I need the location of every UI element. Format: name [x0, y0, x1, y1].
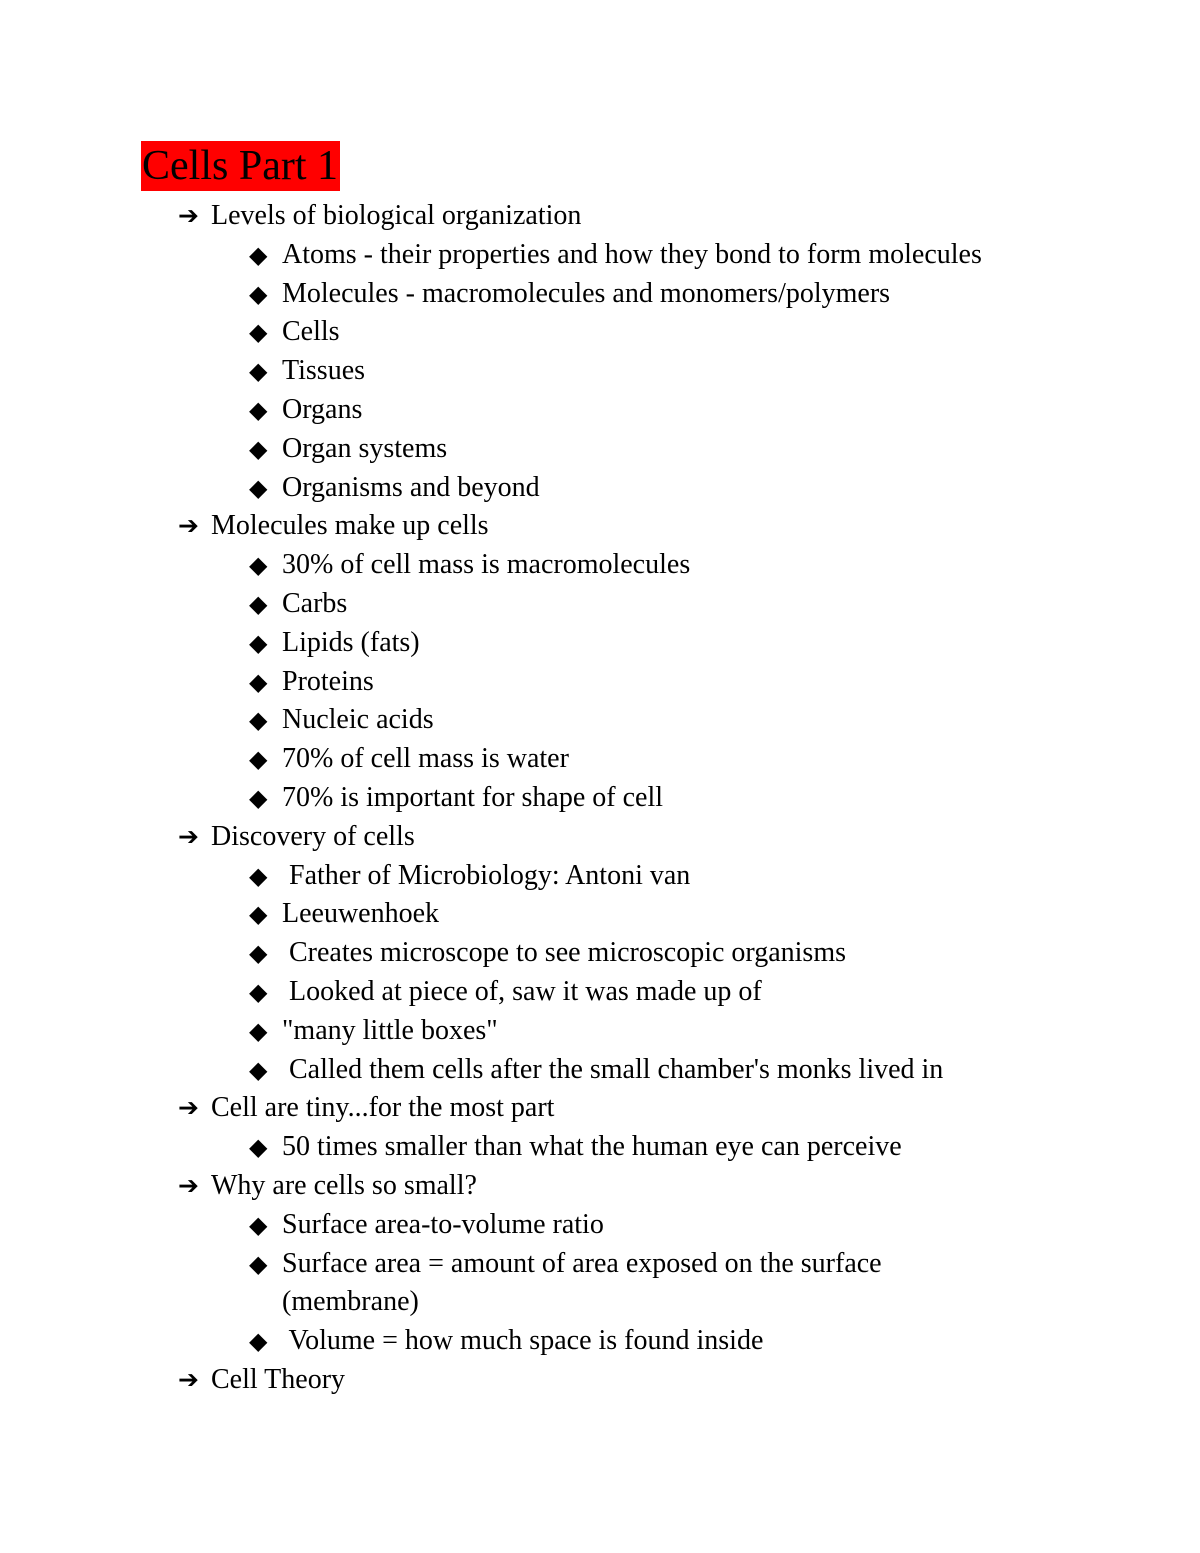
diamond-bullet-icon: ◆ — [249, 1211, 268, 1239]
outline-subitem — [249, 1014, 498, 1048]
outline-item — [178, 1363, 345, 1397]
outline-subitem — [249, 432, 447, 466]
diamond-bullet-icon: ◆ — [249, 318, 268, 346]
outline-subitem — [249, 1053, 943, 1087]
outline-item-text: Called them cells after the small chamber's monks lived in — [282, 1054, 944, 1085]
outline-item-text: "many little boxes" — [282, 1015, 498, 1046]
outline-item-text: Cell are tiny...for the most part — [211, 1092, 555, 1123]
outline-item — [178, 820, 415, 854]
outline-item-text: Surface area = amount of area exposed on the surface — [282, 1248, 882, 1279]
outline-item-text: Nucleic acids — [282, 704, 434, 735]
arrow-bullet-icon: ➔ — [178, 1171, 199, 1200]
outline-item-text: Proteins — [282, 666, 374, 697]
outline-item-text: Creates microscope to see microscopic organisms — [282, 937, 846, 968]
outline-item-text: Discovery of cells — [211, 821, 415, 852]
outline-subitem — [249, 1208, 604, 1242]
diamond-bullet-icon: ◆ — [249, 629, 268, 657]
diamond-bullet-icon: ◆ — [249, 1250, 268, 1278]
diamond-bullet-icon: ◆ — [249, 745, 268, 773]
diamond-bullet-icon: ◆ — [249, 939, 268, 967]
outline-subitem — [249, 936, 846, 970]
diamond-bullet-icon: ◆ — [249, 668, 268, 696]
diamond-bullet-icon: ◆ — [249, 784, 268, 812]
diamond-bullet-icon: ◆ — [249, 280, 268, 308]
outline-subitem — [249, 354, 365, 388]
diamond-bullet-icon: ◆ — [249, 978, 268, 1006]
diamond-bullet-icon: ◆ — [249, 551, 268, 579]
outline-item-text: Lipids (fats) — [282, 627, 420, 658]
outline-item-text: Cell Theory — [211, 1364, 346, 1395]
outline-item-text: Father of Microbiology: Antoni van — [282, 860, 691, 891]
outline-item-text: Molecules - macromolecules and monomers/polymers — [282, 278, 891, 309]
list-item-continuation: (membrane) — [282, 1286, 419, 1317]
outline-subitem — [249, 703, 434, 737]
diamond-bullet-icon: ◆ — [249, 396, 268, 424]
diamond-bullet-icon: ◆ — [249, 1017, 268, 1045]
arrow-bullet-icon: ➔ — [178, 201, 199, 230]
outline-item-text: Looked at piece of, saw it was made up of — [282, 976, 762, 1007]
outline-item-text: 30% of cell mass is macromolecules — [282, 549, 691, 580]
arrow-bullet-icon: ➔ — [178, 822, 199, 851]
outline-subitem — [249, 626, 420, 660]
diamond-bullet-icon: ◆ — [249, 1056, 268, 1084]
arrow-bullet-icon: ➔ — [178, 511, 199, 540]
diamond-bullet-icon: ◆ — [249, 590, 268, 618]
outline-item-text: Tissues — [282, 355, 366, 386]
diamond-bullet-icon: ◆ — [249, 1327, 268, 1355]
outline-item-text: Why are cells so small? — [211, 1170, 477, 1201]
outline-item-text: Levels of biological organization — [211, 200, 582, 231]
outline-item-text: Organisms and beyond — [282, 472, 540, 503]
outline-item-text: Leeuwenhoek — [282, 898, 440, 929]
diamond-bullet-icon: ◆ — [249, 474, 268, 502]
outline-subitem — [249, 665, 374, 699]
outline-item-text: Volume = how much space is found inside — [282, 1325, 764, 1356]
outline-item-text: Carbs — [282, 588, 348, 619]
outline-subitem — [249, 277, 890, 311]
outline-subitem — [249, 238, 982, 272]
outline-item-text: Organ systems — [282, 433, 448, 464]
outline-item — [178, 509, 489, 543]
outline-subitem — [249, 1247, 882, 1281]
page-title: Cells Part 1 — [142, 143, 338, 189]
outline-subitem — [249, 897, 439, 931]
diamond-bullet-icon: ◆ — [249, 435, 268, 463]
diamond-bullet-icon: ◆ — [249, 1133, 268, 1161]
outline-item-text: Surface area-to-volume ratio — [282, 1209, 604, 1240]
outline-item-text: Cells — [282, 316, 340, 347]
arrow-bullet-icon: ➔ — [178, 1365, 199, 1394]
outline-subitem — [249, 742, 569, 776]
outline-subitem — [249, 1130, 902, 1164]
diamond-bullet-icon: ◆ — [249, 862, 268, 890]
outline-item — [178, 1169, 477, 1203]
outline-item — [178, 199, 581, 233]
outline-item-text: 50 times smaller than what the human eye can perceive — [282, 1131, 902, 1162]
outline-subitem — [249, 781, 663, 815]
outline-subitem — [249, 587, 347, 621]
arrow-bullet-icon: ➔ — [178, 1093, 199, 1122]
outline-subitem — [249, 393, 362, 427]
outline-item-text: Organs — [282, 394, 363, 425]
outline-subitem — [249, 859, 690, 893]
outline-item-text: Atoms - their properties and how they bond to form molecules — [282, 239, 982, 270]
diamond-bullet-icon: ◆ — [249, 357, 268, 385]
diamond-bullet-icon: ◆ — [249, 900, 268, 928]
outline-subitem — [249, 548, 690, 582]
diamond-bullet-icon: ◆ — [249, 241, 268, 269]
outline-subitem — [249, 471, 540, 505]
diamond-bullet-icon: ◆ — [249, 706, 268, 734]
outline-subitem — [249, 975, 762, 1009]
outline-item-text: 70% of cell mass is water — [282, 743, 569, 774]
outline-item — [178, 1091, 554, 1125]
outline-item-text: 70% is important for shape of cell — [282, 782, 664, 813]
outline-subitem — [249, 315, 340, 349]
outline-item-text: Molecules make up cells — [211, 510, 489, 541]
outline-subitem — [249, 1324, 763, 1358]
